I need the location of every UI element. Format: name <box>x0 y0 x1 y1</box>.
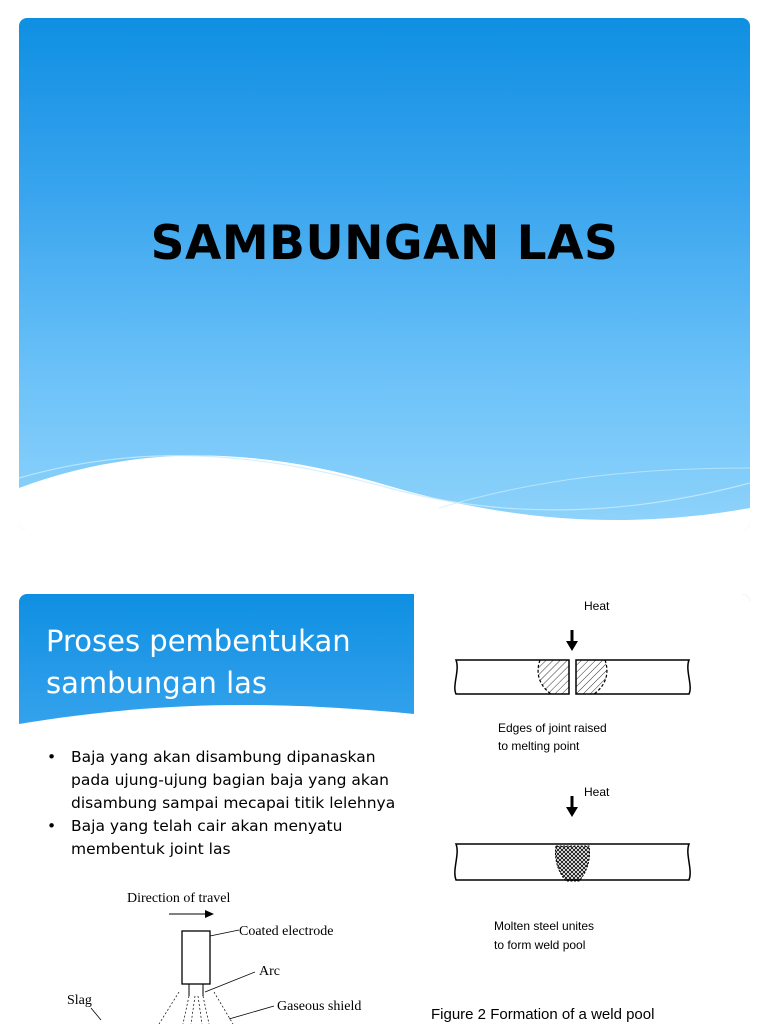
direction-label: Direction of travel <box>127 891 231 906</box>
page-title: SAMBUNGAN LAS <box>150 216 619 271</box>
electrode-shape <box>159 931 233 1024</box>
caption-1-line-1: Edges of joint raised <box>498 721 607 735</box>
welding-process-diagram <box>19 884 394 1024</box>
caption-2-line-2: to form weld pool <box>494 938 586 952</box>
slide-wave-decoration <box>19 438 750 530</box>
plates-before-weld <box>455 660 690 694</box>
content-slide <box>19 594 750 1024</box>
heat-label-2: Heat <box>584 785 610 799</box>
caption-2-line-1: Molten steel unites <box>494 919 595 933</box>
figure-caption: Figure 2 Formation of a weld pool <box>431 1006 655 1023</box>
plates-after-weld <box>455 844 690 881</box>
welding-process-figure <box>19 884 394 1024</box>
down-arrow-icon <box>566 796 578 817</box>
heat-label-1: Heat <box>584 599 610 613</box>
bullet-item: • Baja yang telah cair akan menyatu membentuk joint las <box>47 815 407 861</box>
slide-title: Proses pembentukan sambungan las <box>46 624 351 700</box>
arc-label: Arc <box>259 964 280 979</box>
title-slide <box>19 18 750 530</box>
shield-label: Gaseous shield <box>277 999 362 1014</box>
bullet-item: • Baja yang akan disambung dipanaskan pada ujung-ujung bagian baja yang akan disambung sampai mecapai titik lelehnya <box>47 746 407 815</box>
right-arrow-icon <box>169 910 214 918</box>
weld-pool-diagram <box>414 594 750 1024</box>
down-arrow-icon <box>566 630 578 651</box>
bullet-list <box>47 746 407 861</box>
electrode-label: Coated electrode <box>239 924 334 939</box>
slag-label: Slag <box>67 993 92 1008</box>
weld-pool-figure <box>414 594 750 1024</box>
caption-1-line-2: to melting point <box>498 739 580 753</box>
